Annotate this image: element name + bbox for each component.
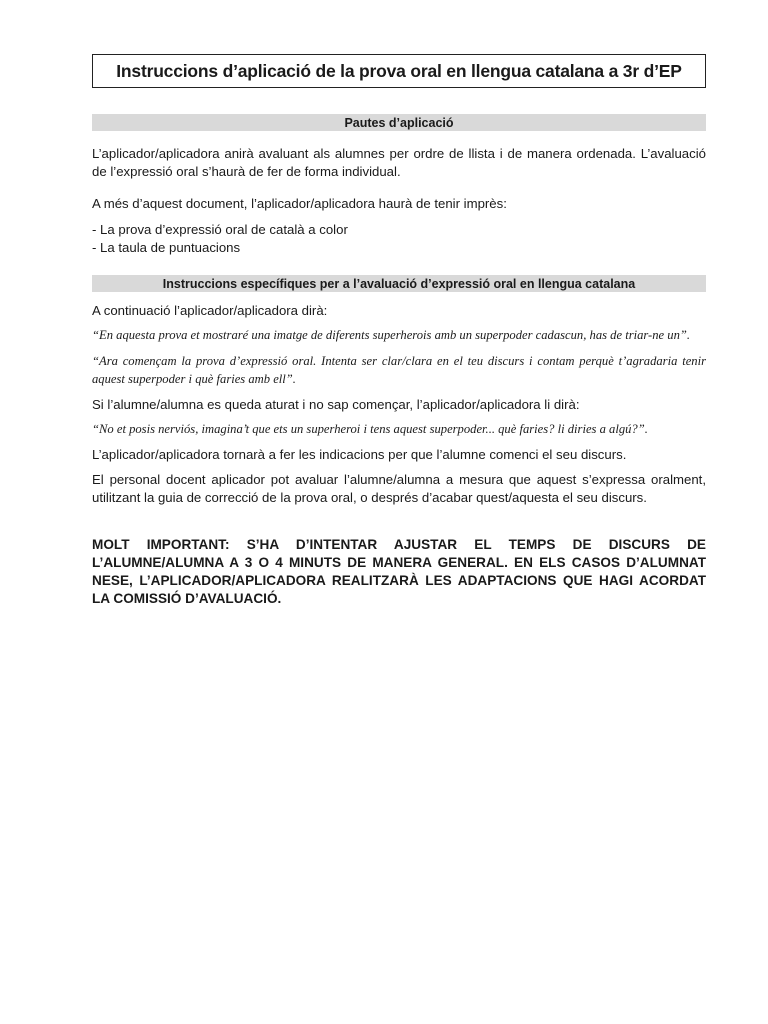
list-item: - La prova d’expressió oral de català a color xyxy=(92,222,348,237)
document-page xyxy=(92,54,706,608)
repeat-paragraph: L’aplicador/aplicadora tornarà a fer les indicacions per que l’alumne comenci el seu discurs. xyxy=(92,447,627,462)
document-title: Instruccions d’aplicació de la prova oral en llengua catalana a 3r d’EP xyxy=(92,54,706,88)
quote-third: “No et posis nerviós, imagina’t que ets un superheroi i tens aquest superpoder... què faries? li diries a algú?”. xyxy=(92,422,648,436)
quote-second: “Ara començam la prova d’expressió oral. Intenta ser clar/clara en el teu discurs i contam perquè t’agradaria tenir aquest superpoder i què faries amb ell”. xyxy=(92,354,706,386)
intro-paragraph: L’aplicador/aplicadora anirà avaluant als alumnes per ordre de llista i de manera ordenada. L’avaluació de l’expressió oral s’haurà de fer de forma individual. xyxy=(92,146,706,179)
list-item: - La taula de puntuacions xyxy=(92,240,241,255)
quote-first: “En aquesta prova et mostraré una imatge de diferents superherois amb un superpoder cadascun, has de triar-ne un”. xyxy=(92,328,691,342)
section-heading-instruccions: Instruccions específiques per a l’avaluació d’expressió oral en llengua catalana xyxy=(92,275,706,292)
requirements-paragraph: A més d’aquest document, l’aplicador/aplicadora haurà de tenir imprès: xyxy=(92,196,507,211)
stuck-paragraph: Si l’alumne/alumna es queda aturat i no sap començar, l’aplicador/aplicadora li dirà: xyxy=(92,397,580,412)
evaluation-paragraph: El personal docent aplicador pot avaluar l’alumne/alumna a mesura que aquest s’expressa oralment, utilitzant la guia de correcció de la prova oral, o després d’acabar quest/aquesta el seu discurs. xyxy=(92,472,706,505)
requirements-list xyxy=(92,221,706,257)
continuation-paragraph: A continuació l’aplicador/aplicadora dirà: xyxy=(92,303,328,318)
important-notice: MOLT IMPORTANT: S’HA D’INTENTAR AJUSTAR EL TEMPS DE DISCURS DE L’ALUMNE/ALUMNA A 3 O 4 MINUTS DE MANERA GENERAL. EN ELS CASOS D’ALUMNAT NESE, L’APLICADOR/APLICADORA REALITZARÀ LES ADAPTACIONS QUE HAGI ACORDAT LA COMISSIÓ D’AVALUACIÓ. xyxy=(92,537,706,606)
section-heading-pautes: Pautes d’aplicació xyxy=(92,114,706,131)
